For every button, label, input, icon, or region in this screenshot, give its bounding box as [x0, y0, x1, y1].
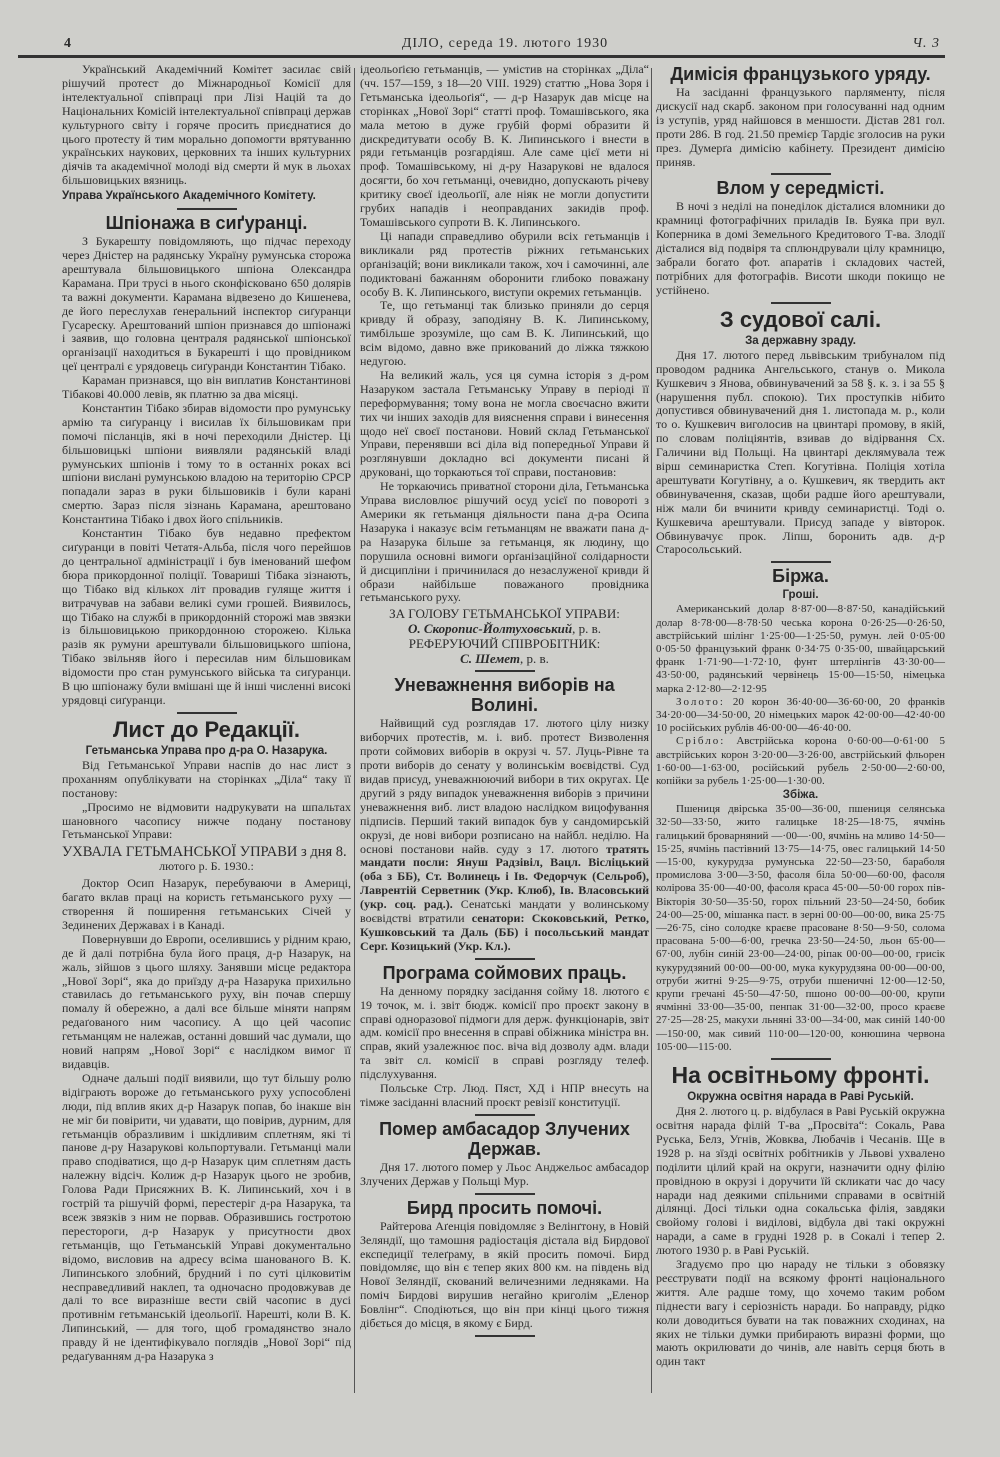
article-paragraph: Дня 17. лютого помер у Льос Анджельос амбасадор Злучених Держав у Польщі Мур.	[360, 1159, 649, 1188]
headline-education: На освітньому фронті.	[671, 1062, 930, 1089]
article-paragraph: Райтерова Аґенція повідомляє з Велінґтону, в Новій Зеляндії, що тамошня радіостація дістала від Бирдової експедиції телеґраму, в якій просить помочі. Бирд повідомляє, що він є тепер яких 800 км. на південь від Нової Зеляндії, скований величезними ледняками. На поміч Бирдові вирушив негайно криголім „Еленор Бовлінг“. Сподіються, що він при кінці цього тижня дібється до місця, в якому є Бирд.	[360, 1218, 649, 1331]
separator	[771, 302, 831, 304]
grain-prices: Пшениця двірська 35·00—36·00, пшениця селянська 32·50—33·50, жито галицьке 18·25—18·75, ячмінь галицький броварняний —·00—·00, ячмінь на мливо 14·50—15·25, ячмінь пастівний 13·75—14·75, овес галицький 14·50—15·00, кукурудза румунська 22·50—23·50, бараболя промислова 3·00—3·50, фасоля біла 50·00—60·00, фасоля колірова 35·00—40·00, фасоля краса 45·00—50·00 горох пів-Вікторія 30·50—35·50, горох пільний 23·50—24·50, бобик 24·00—25·00, мішанка паст. в зерні 00·00—00·00, вика 25·75—26·75, сіно солодке краєве прасоване 8·50—9·50, солома прасована 5·00—6·00, гречка 23·50—24·50, льон 65·00—67·00, лубін синій 23·00—24·00, ріпак 00·00—00·00, грисік кукурудзяний 00·00—00·00, мука кукурудзяна 00·00—00·00, отруби житні 9·25—9·75, отруби пшеничні 12·00—12·50, крупи гречані 45·50—47·50, пшоно 00·00—00·00, крупи ячмінні 33·00—35·00, пенпак 31·00—32·00, просо краєве 27·25—28·25, макухи льняні 33·00—34·00, мак синій 140·00—150·00, мак сивий 110·00—120·00, конюшина червона 105·00—115·00.	[656, 803, 945, 1053]
subheadline: За державну зраду.	[745, 334, 856, 347]
separator	[475, 670, 535, 672]
gold-rates	[656, 696, 945, 736]
article-paragraph: На денному порядку засідання сойму 18. лютого є 19 точок, м. і. звіт бюдж. комісії про проєкт закону в справі одноразової підмоги для держ. функціонарів, звіт адм. комісії про внесення в справі обіжника міністра вн. справ, який узалежнює пос. віча від дозволу адм. влади та звіт сл. комісії в справі розгляду телеф. підслухування.	[360, 983, 649, 1082]
academic-committee-protest: Український Академічний Комітет засилає свій рішучий протест до Міжнародньої Комісії для інтелектуальної співпраці при Лізі Націй та до Національних Комісій інтелектуальної співпраці держав культурного світу і горяче просить приєднатися до цього протесту й тим морально допомогти врятуванню українських наукових, церковних та інших культурних діячів та академічної молоді від смерти й мук в льохах більшовицьких вязниць.	[62, 62, 351, 188]
subheadline: Окружна освітня нарада в Раві Руській.	[687, 1091, 914, 1104]
article-paragraph: Доктор Осип Назарук, перебуваючи в Америці, багато вклав праці на користь гетьманського руху — створення й поширення гетьманських Січей у Зединених Державах і в Канаді.	[62, 876, 351, 932]
headline-court: З судової салі.	[719, 306, 882, 332]
article-paragraph: Константин Тібако був недавно префектом сиґуранци в повіті Четатя-Альба, після чого перейшов до центральної адміністрації і був іменований шефом бюра прикордонної поліції. Товариші Тібака зізнають, що Тібако від кількох літ провадив гуляще життя і витрачував на забави великі суми грошей. Виявилось, що Тібако на службі в прикордонній сторожі мав звязки із більшовицькою прикордонною сторожею. Кілька разів як румуни арештували більшовицького шпіона, Тібако звільняв його і пересилав ним більшовикам відомости про стан румунського війська та сиґуранци. В цю шпіонажу були вмішані ще й інші численні високі урядовці сиґуранци.	[62, 526, 351, 707]
column-divider	[354, 68, 355, 1393]
signature-line: РЕФЕРУЮЧИЙ СПІВРОБІТНИК:	[408, 636, 601, 652]
value: 20 корон 36·40·00—36·60·00, 20 франків 34·20·00—34·50·00, 20 німецьких марок 42·00·00—42·40·00 10 російських рублів 46·00·00—46·40·00.	[656, 695, 945, 735]
text-segment-bold: сенатори: Скоковський, Ретко, Кушковський та Даль (ББ) і посольський мандат Серг. Козицький (Укр. Кл.).	[360, 911, 649, 953]
column-2	[360, 63, 649, 1340]
separator	[771, 173, 831, 175]
subheadline-money: Гроші.	[782, 589, 819, 602]
resolution-date: лютого р. Б. 1930.:	[159, 859, 254, 874]
signatory-suffix: , р. в.	[519, 651, 549, 667]
separator	[177, 712, 237, 714]
issue-number: Ч. 3	[912, 36, 940, 51]
separator	[771, 1058, 831, 1060]
signatory-name: О. Скоропис-Йолтуховський	[407, 621, 573, 637]
headline-byrd: Бирд просить помочі.	[406, 1197, 603, 1218]
separator	[475, 958, 535, 960]
signatory-suffix: , р. в.	[572, 621, 602, 637]
headline-france: Димісія французького уряду.	[670, 64, 931, 84]
separator	[475, 1114, 535, 1116]
article-paragraph: Від Гетьманської Управи наспів до нас лист з проханням опублікувати на сторінках „Діла“ таку її постанову:	[62, 757, 351, 800]
page-header	[60, 36, 950, 56]
text-segment: Сенатські мандати у волинському воєвідстві втратили	[360, 897, 649, 926]
signature: Управа Українського Академічного Комітету.	[62, 190, 316, 203]
article-paragraph	[360, 717, 649, 953]
headline-ambassador: Помер амбасадор Злучених Держав.	[379, 1118, 630, 1159]
page-number: 4	[64, 36, 72, 51]
article-paragraph: Дня 17. лютого перед львівським трибуналом під проводом радника Ангельського, станув о. Микола Кушкевич з Янова, обвинувачений за 58 §. к. з. і за 55 § (нарушення публ. спокою). Тих проступків нібито допустився обвинувачений дня 1. листопада м. р., коли то о. Кушкевич виголосив на цвинтарі промову, в якій, по словам поліціянтів, взивав до відірвання Сх. Галичини від Польщі. На цвинтарі деклямувала теж вірш семинаристка Степ. Когутівна. Поліція хотіла арештувати Когутівну, а о. Кушкевич, як твердить акт обвинувачення, сказав, щоби радше його арештували, ніж мали би вчинити кривду семинаристці. Тоді о. Кушкевича арештували. Присуд западе у вівторок. Обвинувачує прок. Ліпш, боронить адв. д-р Старосольський.	[656, 347, 945, 557]
separator	[177, 208, 237, 210]
signature-line: ЗА ГОЛОВУ ГЕТЬМАНСЬКОЇ УПРАВИ:	[389, 606, 620, 622]
text-segment: Найвищий суд розглядав 17. лютого цілу низку виборчих протестів, м. і. виб. протест Визволення проти соймових виборів в окрузі ч. 57. Луць-Рівне та проти виборів до сенату у волинськім воєвідстві. Суд видав присуд, уневажнюючий вибори в тих округах. Це другий з ряду випадок уневажнення виборів з причини уневажнення виб. лист владою наслідком вицофування підписів. Перший такий випадок був у сандомирській окрузі, де нові вибори розписано на найбл. неділю. На основі постанови найв. суду з 17. лютого	[360, 716, 649, 856]
column-divider	[651, 68, 652, 1393]
article-paragraph: Польське Стр. Люд. Пяст, ХД і НПР внесуть на тімже засіданні власний проєкт ревізії конституції.	[360, 1081, 649, 1109]
label: Срібло:	[676, 735, 726, 748]
separator	[475, 1335, 535, 1337]
column-3	[656, 63, 945, 1369]
article-paragraph: На засіданні французького парляменту, після дискусії над скарб. законом при голосуванні над одним із уступів, уряд найшовся в меншости. Дістав 281 гол. проти 286. В год. 21.50 премієр Тардіє зголосив на руки през. Думерґа димісію кабінету. Президент димісію приняв.	[656, 85, 945, 169]
signatory-name: С. Шемет	[460, 651, 520, 667]
article-paragraph: Одначе дальші події виявили, що тут більшу ролю відіграють вороже до гетьманського руху успособлені люди, під вплив яких д-р Назарук попав, бо інакше він не міг би повірити, чи удавати, що повірив, дурним, для гетьманців образливим і шкідливим сплетням, які ті панове д-ру Назарукові кольпортували. Гетьманці мали право сподіватися, що д-р Назарук цим сплетням дасть належну відсіч. Колиж д-р Назарук цього не зробив, Голова Ради Присяжних В. К. Липинський, хоч і в гострій та рішучій формі, перестеріг д-ра Назарука, та всеж звязків з ним не порвав. Образившись гостротою перестороги, д-р Назарук у присутности двох гетьманців, що Гетьманській Управі документально відомо, висловив на адресу всіма шанованого В. К. Липинського злобний, брудний і по суті цілковитім несправедливий наклеп, та одночасно продовжував де далі то все виразніше вести свій часопис в дусі противнім гетьманській ідеольоґії. Нарешті, коли В. К. Липинський, — для того, щоб громадянство знало правду й не ідентифікувало поглядів „Нової Зорі“ під редаґуванням д-ра Назарука з	[62, 1070, 351, 1364]
article-paragraph: Константин Тібако збирав відомости про румунську армію та сиґуранцу і висилав їх більшовикам при помочі післанців, які в ночі переходили Дністер. Ці більшовицькі шпіони виявляли радянській владі румунських шпіонів і тому то в останніх роках всі шпіони вислані румунською владою на територію СРСР попадали зараз в руки більшовиків і були карані смертю. Зараз після зізнань Карамана, арештовано Константина Тібако і двох його спільників.	[62, 400, 351, 527]
separator	[475, 1193, 535, 1195]
article-paragraph: Ці напади справедливо обурили всіх гетьманців і викликали ряд протестів ріжних гетьманських орґанізацій; вони викликали також, хоч і самочинні, але подиктовані бажанням оборонити глибоко поважану особу В. К. Липинського, виступи окремих гетьманців.	[360, 228, 649, 299]
letter-signatures	[360, 606, 649, 666]
resolution-heading: УХВАЛА ГЕТЬМАНСЬКОЇ УПРАВИ з дня 8.	[62, 844, 347, 861]
headline-burglary: Влом у середмісті.	[716, 178, 885, 199]
article-paragraph: Те, що гетьманці так близько приняли до серця кривду й образу, заподіяну В. К. Липинському, тимбільше зрозуміле, що сам В. К. Липинський, що всім відомо, давно вже прикований до ліжка тяжкою недугою.	[360, 298, 649, 369]
separator	[771, 561, 831, 563]
article-paragraph: Повернувши до Европи, оселившись у рідним краю, де й далі потрібна була його праця, д-р Назарук, на жаль, зійшов з цього шляху. Занявши місце редактора „Нової Зорі“, яка до приїзду д-ра Назарука прихильно ставилась до гетьманського руху, він почав спершу помалу й обережно, а далі все більше міняти напрям редаґованого ним часопису. А що цей часопис гетьманцям не належав, останні довший час думали, що новий напрям „Нової Зорі“ є наслідком вимог її видавців.	[62, 931, 351, 1071]
masthead: ДІЛО, середа 19. лютого 1930	[401, 36, 609, 51]
article-paragraph: З Букарешту повідомляють, що підчас переходу через Дністер на радянську Україну румунська сторожа арештувала більшовицького шпіона Олександра Карамана. При трусі в нього сконфісковано 650 долярів та важні документи. Карамана відвезено до Кишенева, де його переслухав ґенеральний інспектор сиґуранци Гусареску. Арештований шпіон признався до шпіонажі і заявив, що головна централя радянської шпіонської організації находиться в Букарешті і що провідником цеї централі є урядовець сиґуранди Константин Тібако.	[62, 234, 351, 374]
column-1	[62, 63, 351, 1364]
article-paragraph: Дня 2. лютого ц. р. відбулася в Раві Руській окружна освітня нарада філій Т-ва „Просвіта“: Сокаль, Рава Руська, Белз, Угнів, Жовква, Любачів і Чесанів. Ще в 1928 р. на зїзді освітніх робітників у Львові ухвалено поділити цілий край на округи, назначити одну філію провідною в окрузі і доручити їй скликати час до часу наради над деякими спільними справами в освітній ділянці. Досі тільки одна сокальська філія, завдяки свойому голові і виділові, відбула дві такі окружні наради, а саме в грудні 1928 р. в Сокалі і тепер 2. лютого 1930 р. в Раві Руській.	[656, 1104, 945, 1258]
headline-elections: Уневажнення виборів на Волині.	[394, 675, 615, 716]
subheadline-grain: Збіжа.	[782, 789, 819, 802]
article-paragraph: Не торкаючись приватної сторони діла, Гетьманська Управа висловлює рішучий осуд усієї по повороті з Америки як гетьманця діяльности пана д-ра Осипа Назарука і наказує всім гетьманцям не вважати пана д-ра Назарука більше за гетьманця, як людину, що порушила основні вимоги орґанізаційної солідарности й дисципліни і причинилася до незаслуженої кривди й образи найбільше поважаного провідника гетьманського руху.	[360, 479, 649, 605]
money-rates: Американський долар 8·87·00—8·87·50, канадійський долар 8·78·00—8·78·50 чеська корона 0·26·25—0·26·50, австрійський шілінг 1·25·00—1·25·50, румун. лей 0·05·00 0·05·50 французький франк 0·34·75 0·35·00, швайцарський франк 1·71·90—1·72·10, фунт штерлінгів 43·30·00—43·50·00, радянський червінець 15·00—15·50, німецька марка 2·12·80—2·12·95	[656, 603, 945, 695]
subheadline: Гетьманська Управа про д-ра О. Назарука.	[85, 744, 328, 757]
silver-rates	[656, 735, 945, 788]
article-paragraph: Згадуємо про цю нараду не тільки з обовязку реєструвати події на всякому фронті національного життя. Але радше тому, що хочемо таким робом піднести вагу і серіозність наради. Бо направду, рідко коли доводиться бувати на так поважних сходинах, на яких не тільки думки прибирають виразні форми, що мають окрилювати до чинів, але навіть серця бють в один такт	[656, 1257, 945, 1369]
article-paragraph: ідеольоґією гетьманців, — умістив на сторінках „Діла“ (чч. 157—159, з 18—20 VIII. 1929) статтю „Нова Зоря і Гетьманська ідеольоґія“, — д-р Назарук дав місце на сторінках „Нової Зорі“ статті проф. Томашівського, яка мала метою в дуже грубій формі образити й дискредитувати особу В. К. Липинського і внести в ряди гетьманців розгардіяш. Але саме цієї мети ні проф. Томашівському, ні д-ру Назарукові не вдалося досягти, бо хоч гетьманці, очевидно, допускають річеву критику своєї ідеольоґії, але ніяк не могли допустити грубих нападів і неоправданих закидів проф. Томашівського супроти В. К. Липинського.	[360, 62, 649, 229]
article-paragraph: Караман признався, що він виплатив Константинові Тібакові 40.000 левів, як платню за два місяці.	[62, 373, 351, 402]
article-paragraph: В ночі з неділі на понеділок дісталися вломники до крамниці фотографічних приладів Ів. Буяка при вул. Коперника в домі Земельного Кредитового Т-ва. Злодії дісталися від подвіря та сплюндрували цілу крамницю, забрали богато фот. апаратів і складових частей, потрібних для фотографів. Висоти шкоди покищо не устійнено.	[656, 199, 945, 297]
headline-letter: Лист до Редакції.	[112, 716, 301, 742]
article-paragraph: „Просимо не відмовити надрукувати на шпальтах шановного часопису нижче подану постанову Гетьманської Управи:	[62, 799, 351, 842]
headline-sejm: Програма соймових праць.	[382, 962, 627, 983]
value: Австрійська корона 0·60·00—0·61·00 5 австрійських корон 3·20·00—3·26·00, австрійський фльорен 1·60·00—1·63·00, російський рубель 2·50·00—2·60·00, копійки за рубель 1·25·00—1·30·00.	[656, 735, 945, 788]
headline-exchange: Біржа.	[772, 566, 829, 587]
label: Золото:	[676, 695, 725, 708]
article-paragraph: На великий жаль, уся ця сумна історія з д-ром Назаруком застала Гетьманську Управу в періоді її переформування; тому вона не могла своєчасно вжити тих чи інших заходів для вияснення справи і винесення щодо неї своєї постанови. Новий склад Гетьманської Управи, перенявши всі діла від попередньої Управи й розглянувши докладно всі документи писані й друковані, що торкаються тої справи, постановив:	[360, 367, 649, 480]
header-rule	[18, 55, 945, 58]
text-segment-bold: тратять мандати посли: Януш Радзівіл, Вацл. Вісліцький (оба з ББ), Ст. Волинець і Ів. Федорчук (Сельроб), Лаврентій Серветник (Укр. Клюб), Ів. Власовський (укр. соц. рад.).	[360, 841, 649, 912]
headline-spy: Шпіонажа в сиґуранці.	[105, 213, 308, 234]
